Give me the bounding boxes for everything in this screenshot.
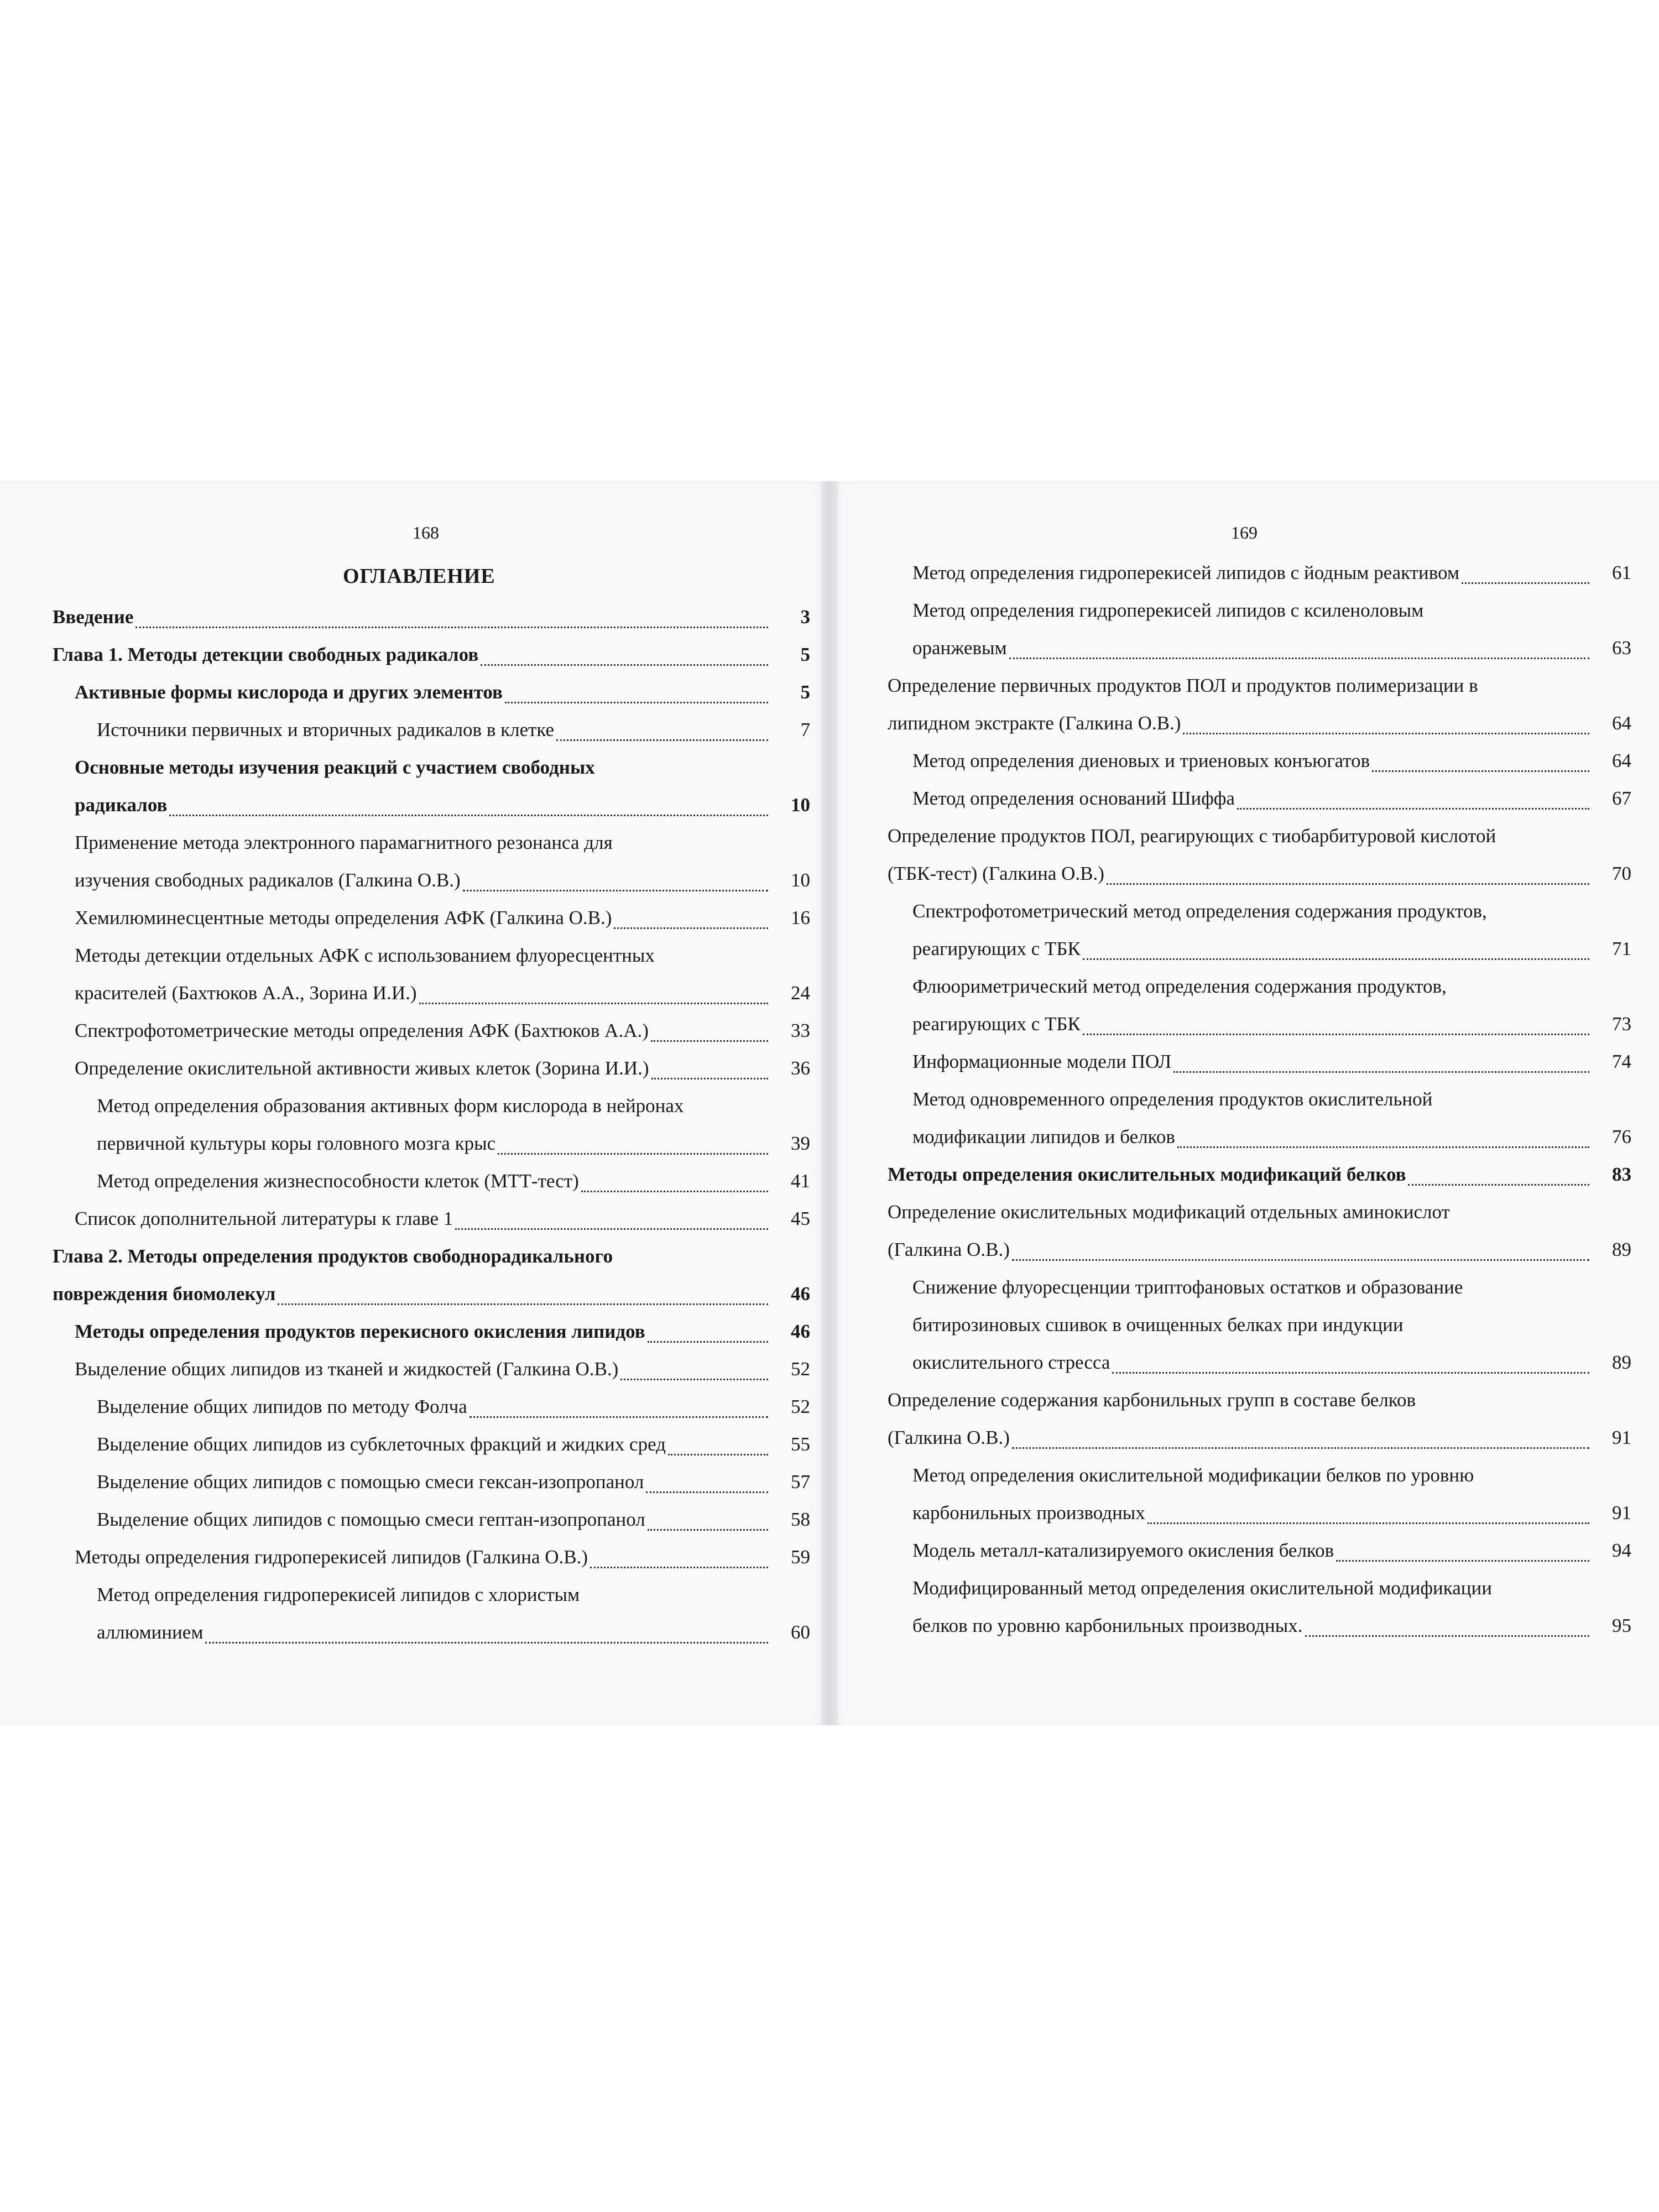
toc-entry-title: Хемилюминесцентные методы определения АФК (Галкина О.В.): [75, 907, 612, 928]
toc-entry-title: Список дополнительной литературы к главе 1: [75, 1208, 453, 1229]
toc-entry: [75, 785, 810, 825]
dot-leader: [668, 1443, 768, 1455]
toc-entry-title: Введение: [53, 606, 134, 628]
toc-entry: [75, 672, 810, 712]
toc-entry: [888, 1155, 1631, 1194]
toc-entry: [888, 1230, 1631, 1270]
dot-leader: [646, 1480, 768, 1493]
toc-entry-title: изучения свободных радикалов (Галкина О.В.): [75, 869, 461, 891]
toc-entry-page: 91: [1612, 1502, 1631, 1524]
toc-entry-page: 33: [791, 1020, 810, 1041]
toc-entry-page: 46: [791, 1321, 810, 1342]
dot-leader: [590, 1556, 768, 1568]
toc-entry-page: 39: [791, 1133, 810, 1154]
toc-entry: [97, 1387, 810, 1427]
toc-entry-page: 10: [791, 869, 810, 891]
toc-entry: [53, 1274, 810, 1314]
toc-entry: [53, 635, 810, 675]
toc-entry: [75, 1312, 810, 1352]
toc-entry: [912, 1531, 1631, 1571]
toc-entry: [97, 1462, 810, 1502]
toc-entry: [912, 1117, 1631, 1157]
toc-entry-title: Методы определения продуктов перекисного окисления липидов: [75, 1321, 645, 1342]
dot-leader: [1012, 1248, 1589, 1261]
toc-entry: [75, 1349, 810, 1389]
toc-entry-page: 74: [1612, 1051, 1631, 1072]
toc-entry: [97, 1425, 810, 1464]
toc-entry: [75, 898, 810, 938]
dot-leader: [278, 1292, 768, 1305]
toc-entry-title: Глава 1. Методы детекции свободных радикалов: [53, 644, 479, 665]
dot-leader: [1408, 1173, 1589, 1186]
toc-entry-page: 5: [800, 681, 810, 703]
toc-entry-title: Выделение общих липидов из субклеточных фракций и жидких сред: [97, 1433, 666, 1455]
toc-entry-title-line: Определение содержания карбонильных групп в составе белков: [888, 1389, 1416, 1411]
toc-entry: [912, 779, 1631, 818]
dot-leader: [1173, 1060, 1589, 1073]
toc-entry-title-line: Снижение флуоресценции триптофановых остатков и образование: [912, 1276, 1463, 1298]
toc-entry-title: (Галкина О.В.): [888, 1239, 1010, 1260]
toc-entry-page: 60: [791, 1621, 810, 1643]
toc-entry-title: Методы определения гидроперекисей липидов (Галкина О.В.): [75, 1546, 588, 1568]
toc-entry-page: 89: [1612, 1352, 1631, 1373]
toc-entry: [53, 597, 810, 637]
toc-entry-title: аллюминием: [97, 1621, 204, 1643]
toc-entry-page: 10: [791, 794, 810, 816]
dot-leader: [620, 1368, 768, 1380]
toc-entry-title: Спектрофотометрические методы определения АФК (Бахтюков А.А.): [75, 1020, 649, 1041]
toc-entry-title-line: Модифицированный метод определения окислительной модификации: [912, 1577, 1492, 1599]
dot-leader: [1237, 797, 1589, 810]
toc-entry-page: 61: [1612, 562, 1631, 583]
toc-heading: ОГЛАВЛЕНИЕ: [343, 565, 495, 588]
toc-entry: [912, 929, 1631, 969]
toc-entry: [97, 1500, 810, 1540]
toc-entry-page: 71: [1612, 938, 1631, 959]
toc-entry: [912, 741, 1631, 781]
toc-entry: [75, 860, 810, 900]
toc-entry: [97, 1124, 810, 1164]
toc-entry: [912, 1493, 1631, 1533]
toc-entry-title: Метод определения гидроперекисей липидов с йодным реактивом: [912, 562, 1459, 583]
dot-leader: [614, 916, 768, 929]
dot-leader: [1183, 722, 1589, 734]
toc-entry: [75, 1199, 810, 1239]
toc-entry-title-line: Метод определения образования активных форм кислорода в нейронах: [97, 1095, 684, 1117]
toc-entry-page: 58: [791, 1509, 810, 1530]
toc-entry-title: красителей (Бахтюков А.А., Зорина И.И.): [75, 982, 417, 1004]
dot-leader: [1147, 1511, 1589, 1524]
toc-entry-title: Модель металл-катализируемого окисления белков: [912, 1540, 1334, 1561]
toc-entry-page: 52: [791, 1358, 810, 1380]
toc-entry-page: 91: [1612, 1427, 1631, 1448]
dot-leader: [1462, 571, 1589, 584]
toc-entry-title-line: Метод определения окислительной модификации белков по уровню: [912, 1464, 1474, 1486]
toc-entry-title: окислительного стресса: [912, 1352, 1110, 1373]
toc-entry-title: реагирующих с ТБК: [912, 1013, 1081, 1035]
toc-entry-title: Активные формы кислорода и других элементов: [75, 681, 503, 703]
toc-entry-title: реагирующих с ТБК: [912, 938, 1081, 959]
toc-entry-page: 45: [791, 1208, 810, 1229]
toc-entry-title: повреждения биомолекул: [53, 1283, 276, 1305]
toc-entry-page: 83: [1612, 1164, 1631, 1185]
toc-entry: [888, 703, 1631, 743]
dot-leader: [556, 728, 768, 741]
toc-entry-title-line: Метод определения гидроперекисей липидов с хлористым: [97, 1584, 580, 1605]
toc-entry-title: радикалов: [75, 794, 168, 816]
dot-leader: [1009, 646, 1589, 659]
toc-entry-page: 5: [800, 644, 810, 665]
dot-leader: [455, 1217, 768, 1230]
dot-leader: [1083, 1022, 1589, 1035]
dot-leader: [581, 1180, 768, 1192]
toc-entry-title-line: Флюориметрический метод определения содержания продуктов,: [912, 975, 1447, 997]
dot-leader: [651, 1029, 768, 1042]
toc-entry-title-line: Применение метода электронного парамагнитного резонанса для: [75, 832, 613, 853]
toc-entry: [888, 854, 1631, 894]
toc-entry: [75, 973, 810, 1013]
dot-leader: [1305, 1624, 1589, 1637]
toc-entry: [97, 710, 810, 750]
toc-entry-title-line: Спектрофотометрический метод определения содержания продуктов,: [912, 900, 1487, 922]
toc-entry-page: 24: [791, 982, 810, 1004]
toc-entry-page: 64: [1612, 750, 1631, 771]
dot-leader: [1372, 759, 1589, 772]
toc-entry-title-line: Определение продуктов ПОЛ, реагирующих с тиобарбитуровой кислотой: [888, 825, 1496, 847]
toc-entry: [912, 1343, 1631, 1383]
toc-entry-title: оранжевым: [912, 637, 1007, 659]
dot-leader: [648, 1330, 768, 1343]
toc-entry: [912, 1606, 1631, 1646]
page-number-right: 169: [1231, 523, 1258, 542]
dot-leader: [205, 1631, 768, 1644]
toc-entry-title: Методы определения окислительных модификаций белков: [888, 1164, 1406, 1185]
toc-entry-page: 95: [1612, 1615, 1631, 1636]
toc-entry-page: 52: [791, 1396, 810, 1417]
toc-entry: [888, 1418, 1631, 1458]
book-gutter: [821, 481, 838, 1725]
toc-entry: [912, 553, 1631, 593]
toc-entry: [75, 1537, 810, 1577]
toc-entry-page: 7: [800, 719, 810, 740]
dot-leader: [469, 1405, 768, 1418]
toc-entry: [97, 1613, 810, 1652]
dot-leader: [498, 1142, 768, 1155]
toc-entry-page: 73: [1612, 1013, 1631, 1035]
toc-entry-title: Метод определения диеновых и триеновых конъюгатов: [912, 750, 1370, 771]
toc-entry-page: 76: [1612, 1126, 1631, 1147]
toc-entry-title: Выделение общих липидов по методу Фолча: [97, 1396, 467, 1417]
toc-entry-page: 59: [791, 1546, 810, 1568]
dot-leader: [1336, 1549, 1589, 1562]
toc-entry-title-line: Метод определения гидроперекисей липидов с ксиленоловым: [912, 599, 1424, 621]
toc-entry-title: Выделение общих липидов с помощью смеси гептан-изопропанол: [97, 1509, 645, 1530]
toc-entry-title: Информационные модели ПОЛ: [912, 1051, 1172, 1072]
page-number-left: 168: [413, 523, 439, 542]
toc-entry-page: 16: [791, 907, 810, 928]
toc-entry-page: 57: [791, 1471, 810, 1493]
toc-entry-title-line: Определение первичных продуктов ПОЛ и продуктов полимеризации в: [888, 675, 1478, 696]
dot-leader: [463, 879, 768, 891]
dot-leader: [1083, 947, 1589, 960]
toc-entry: [912, 1004, 1631, 1044]
toc-entry-page: 94: [1612, 1540, 1631, 1561]
toc-entry: [912, 1042, 1631, 1082]
toc-entry-title: первичной культуры коры головного мозга крыс: [97, 1133, 496, 1154]
dot-leader: [1012, 1436, 1589, 1449]
toc-entry-page: 36: [791, 1057, 810, 1079]
toc-entry-page: 41: [791, 1170, 810, 1192]
toc-entry-title-line: Определение окислительных модификаций отдельных аминокислот: [888, 1201, 1450, 1223]
toc-entry-page: 89: [1612, 1239, 1631, 1260]
dot-leader: [419, 992, 768, 1004]
toc-entry-title: липидном экстракте (Галкина О.В.): [888, 712, 1181, 734]
toc-entry-title-line: Методы детекции отдельных АФК с использованием флуоресцентных: [75, 945, 655, 966]
toc-entry-title-line: битирозиновых сшивок в очищенных белках при индукции: [912, 1314, 1404, 1335]
toc-entry: [75, 1048, 810, 1088]
toc-entry-title: (Галкина О.В.): [888, 1427, 1010, 1448]
dot-leader: [1177, 1135, 1589, 1148]
dot-leader: [1112, 1361, 1589, 1374]
toc-entry-title: Выделение общих липидов из тканей и жидкостей (Галкина О.В.): [75, 1358, 619, 1380]
toc-entry: [912, 628, 1631, 668]
toc-entry-page: 67: [1612, 787, 1631, 809]
dot-leader: [505, 691, 768, 703]
dot-leader: [135, 615, 768, 628]
toc-entry-page: 63: [1612, 637, 1631, 659]
toc-entry-title: (ТБК-тест) (Галкина О.В.): [888, 863, 1104, 884]
toc-entry-title: Выделение общих липидов с помощью смеси гексан-изопропанол: [97, 1471, 644, 1493]
toc-entry-title: модификации липидов и белков: [912, 1126, 1175, 1147]
dot-leader: [651, 1067, 768, 1079]
toc-entry: [75, 1011, 810, 1051]
dot-leader: [481, 653, 768, 666]
toc-entry-page: 3: [800, 606, 810, 628]
toc-entry-page: 46: [791, 1283, 810, 1305]
toc-entry-title-line: Глава 2. Методы определения продуктов свободнорадикального: [53, 1245, 613, 1267]
toc-entry-title-line: Метод одновременного определения продуктов окислительной: [912, 1088, 1433, 1110]
toc-entry: [97, 1161, 810, 1201]
toc-entry-title: Источники первичных и вторичных радикалов в клетке: [97, 719, 555, 740]
dot-leader: [169, 804, 768, 816]
dot-leader: [1107, 872, 1589, 885]
toc-entry-page: 70: [1612, 863, 1631, 884]
toc-entry-page: 64: [1612, 712, 1631, 734]
toc-entry-page: 55: [791, 1433, 810, 1455]
toc-entry-title: Метод определения оснований Шиффа: [912, 787, 1235, 809]
dot-leader: [648, 1518, 768, 1531]
toc-entry-title: белков по уровню карбонильных производных.: [912, 1615, 1303, 1636]
toc-entry-title: Определение окислительной активности живых клеток (Зорина И.И.): [75, 1057, 649, 1079]
toc-entry-title: карбонильных производных: [912, 1502, 1145, 1524]
toc-entry-title: Метод определения жизнеспособности клеток (МТТ-тест): [97, 1170, 579, 1192]
toc-entry-title-line: Основные методы изучения реакций с участием свободных: [75, 757, 595, 778]
